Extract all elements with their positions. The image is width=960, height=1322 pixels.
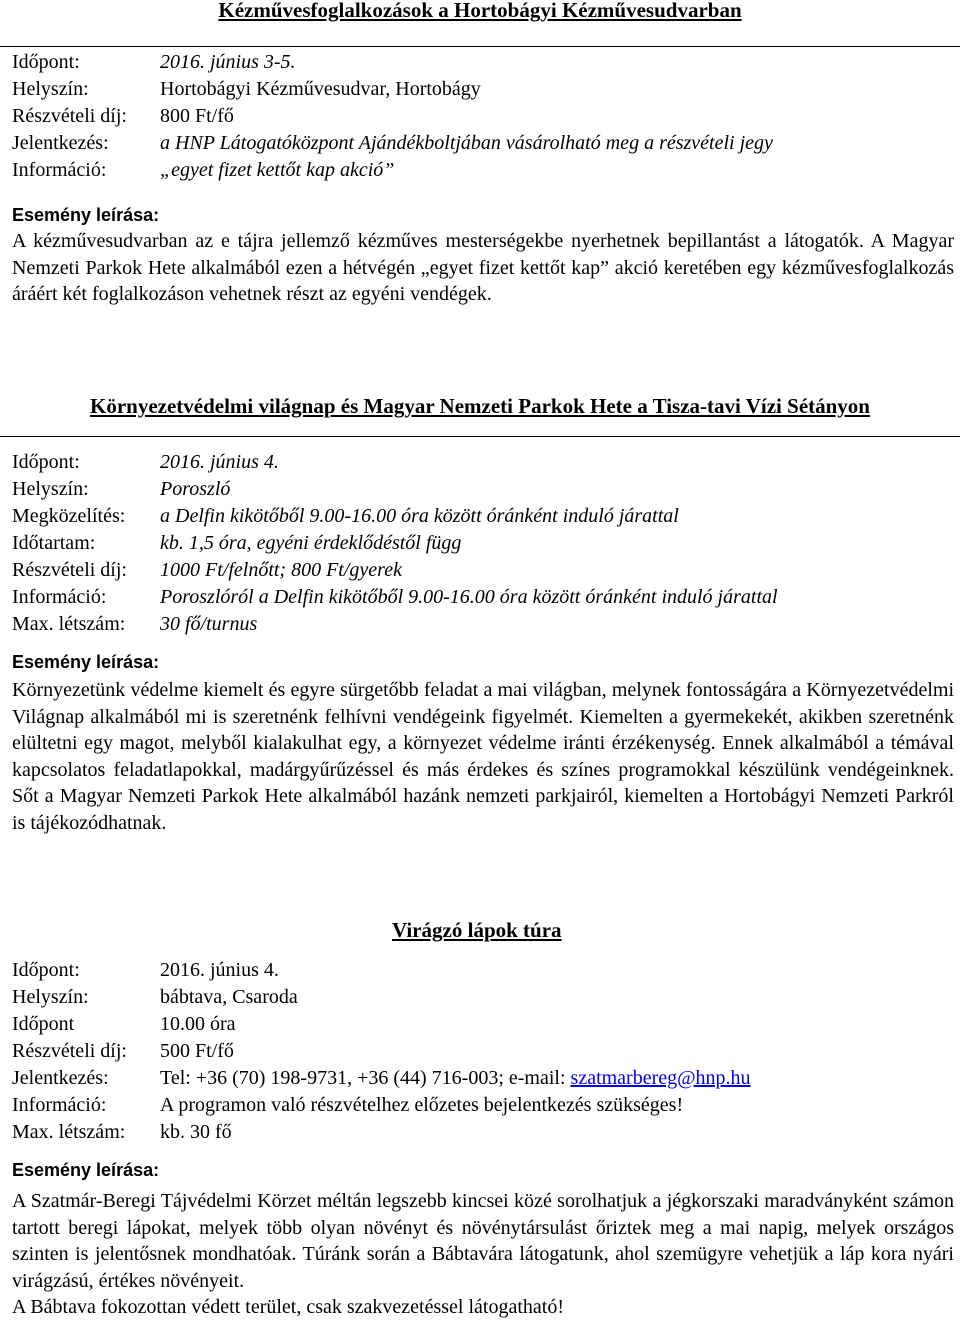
info-value: kb. 1,5 óra, egyéni érdeklődéstől függ (160, 532, 462, 554)
section-2-info-table (12, 449, 952, 638)
info-value: 2016. június 4. (160, 959, 279, 981)
info-row-fee (12, 103, 952, 130)
info-label: Részvételi díj: (12, 1040, 127, 1062)
info-row-fee (12, 557, 952, 584)
info-value: 30 fő/turnus (160, 613, 258, 635)
info-value: „egyet fizet kettőt kap akció” (160, 159, 395, 181)
info-label: Időtartam: (12, 532, 96, 554)
info-value: a Delfin kikötőből 9.00-16.00 óra között óránként induló járattal (160, 505, 679, 527)
info-label: Max. létszám: (12, 613, 126, 635)
info-row-date (12, 49, 952, 76)
info-value: bábtava, Csaroda (160, 986, 298, 1008)
info-row-information (12, 584, 952, 611)
info-value: 2016. június 3-5. (160, 51, 296, 73)
info-label: Időpont: (12, 959, 80, 981)
info-row-date (12, 957, 952, 984)
info-label: Időpont (12, 1013, 75, 1035)
section-1-description: A kézművesudvarban az e tájra jellemző kézműves mesterségekbe nyerhetnek bepillantást a látogatók. A Magyar Nemzeti Parkok Hete alkalmából ezen a hétvégén „egyet fizet kettőt kap” akció keretében egy kézművesfoglalkozás áráért két foglalkozáson vehetnek részt az egyéni vendégek. (12, 230, 954, 305)
section-1-title: Kézművesfoglalkozások a Hortobágyi Kézművesudvarban (218, 0, 742, 22)
section-1-event-label: Esemény leírása: (12, 205, 160, 225)
info-value: Poroszló (160, 478, 231, 500)
section-3-description: A Szatmár-Beregi Tájvédelmi Körzet méltán legszebb kincsei közé sorolhatjuk a jégkorszaki maradványként számon tartott beregi lápokat, melyek több olyan növényt és növénytársulást őriztek meg a mai napig, melyek országos szinten is jelentősnek mondhatóak. Túránk során a Bábtavára látogatunk, ahol szemügyre vehetjük a láp kora nyári virágzású, értékes növényeit. (12, 1190, 954, 1292)
info-value: 10.00 óra (160, 1013, 236, 1035)
info-row-information (12, 1092, 952, 1119)
info-row-max-participants (12, 611, 952, 638)
info-label: Megközelítés: (12, 505, 126, 527)
registration-contact-text: Tel: +36 (70) 198-9731, +36 (44) 716-003; e-mail: (160, 1067, 571, 1089)
info-label: Időpont: (12, 51, 80, 73)
section-1-divider (0, 46, 960, 47)
info-row-information (12, 157, 952, 184)
info-value: 500 Ft/fő (160, 1040, 234, 1062)
info-row-location (12, 476, 952, 503)
info-label: Helyszín: (12, 478, 89, 500)
info-value: A programon való részvételhez előzetes bejelentkezés szükséges! (160, 1094, 684, 1116)
info-value: 2016. június 4. (160, 451, 279, 473)
section-2-divider (0, 436, 960, 437)
info-row-duration (12, 530, 952, 557)
info-row-location (12, 76, 952, 103)
section-1-info-table (12, 49, 952, 184)
info-label: Információ: (12, 1094, 107, 1116)
info-row-max-participants (12, 1119, 952, 1146)
info-row-date (12, 449, 952, 476)
section-3-info-table (12, 957, 952, 1146)
info-row-access (12, 503, 952, 530)
info-label: Jelentkezés: (12, 1067, 109, 1089)
section-2-title: Környezetvédelmi világnap és Magyar Nemzeti Parkok Hete a Tisza-tavi Vízi Sétányon (89, 394, 870, 418)
info-row-location (12, 984, 952, 1011)
section-2-event-label: Esemény leírása: (12, 652, 160, 672)
info-value: 1000 Ft/felnőtt; 800 Ft/gyerek (160, 559, 402, 581)
info-label: Max. létszám: (12, 1121, 126, 1143)
info-value: kb. 30 fő (160, 1121, 232, 1143)
info-row-time (12, 1011, 952, 1038)
section-3-note: A Bábtava fokozottan védett terület, csak szakvezetéssel látogatható! (12, 1296, 565, 1318)
section-3-event-label: Esemény leírása: (12, 1160, 160, 1180)
info-row-registration (12, 130, 952, 157)
info-label: Jelentkezés: (12, 132, 109, 154)
info-label: Helyszín: (12, 986, 89, 1008)
info-label: Részvételi díj: (12, 105, 127, 127)
info-label: Információ: (12, 159, 107, 181)
info-row-registration (12, 1065, 952, 1092)
info-value: Hortobágyi Kézművesudvar, Hortobágy (160, 78, 481, 100)
info-value: a HNP Látogatóközpont Ajándékboltjában vásárolható meg a részvételi jegy (160, 132, 773, 154)
info-value: 800 Ft/fő (160, 105, 234, 127)
email-link[interactable]: szatmarbereg@hnp.hu (570, 1067, 751, 1089)
info-label: Részvételi díj: (12, 559, 127, 581)
info-label: Információ: (12, 586, 107, 608)
info-value (160, 1065, 751, 1092)
info-row-fee (12, 1038, 952, 1065)
info-value: Poroszlóról a Delfin kikötőből 9.00-16.00 óra között óránként induló járattal (160, 586, 778, 608)
section-3-title: Virágzó lápok túra (392, 918, 562, 942)
info-label: Időpont: (12, 451, 80, 473)
info-label: Helyszín: (12, 78, 89, 100)
section-2-description: Környezetünk védelme kiemelt és egyre sürgetőbb feladat a mai világban, melynek fontosságára a Környezetvédelmi Világnap alkalmából mi is szeretnénk felhívni vendégeink figyelmét. Kiemelten a gyermekekét, akikben szeretnénk elültetni egy magot, melyből kialakulhat egy, a környezet védelme iránti érzékenység. Ennek alkalmából a témával kapcsolatos feladatlapokkal, madárgyűrűzéssel és más érdekes és színes programokkal készülünk vendégeinknek. Sőt a Magyar Nemzeti Parkok Hete alkalmából hazánk nemzeti parkjairól, kiemelten a Hortobágyi Nemzeti Parkról is tájékozódhatnak. (12, 679, 954, 834)
